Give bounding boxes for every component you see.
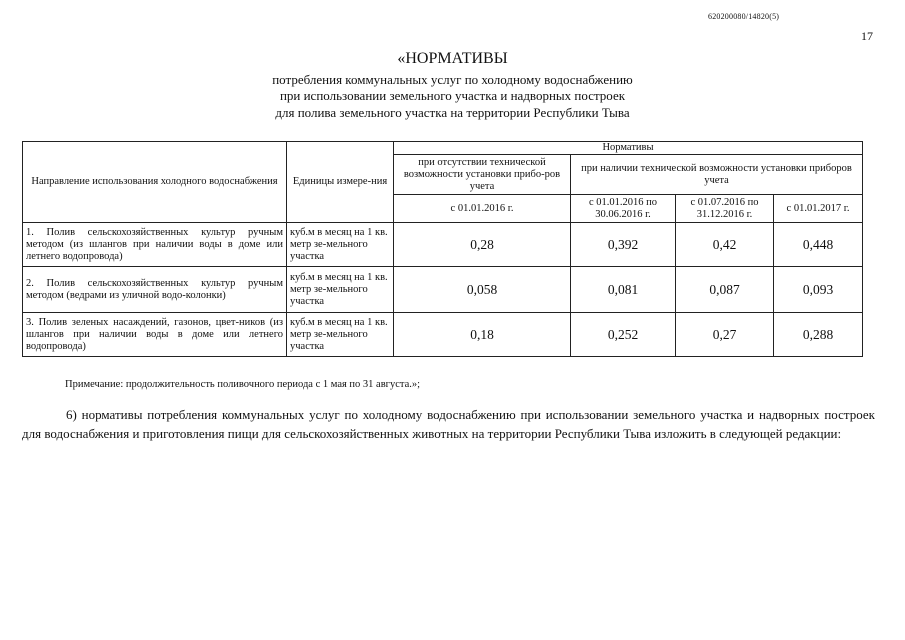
table-row xyxy=(23,223,863,267)
header-period-2: с 01.01.2016 по 30.06.2016 г. xyxy=(571,195,676,223)
header-unit: Единицы измере-ния xyxy=(287,142,394,223)
row-direction: 1. Полив сельскохозяйственных культур ручным методом (из шлангов при наличии воды в доме или летнего водопровода) xyxy=(23,223,287,267)
title-heading: «НОРМАТИВЫ xyxy=(397,50,508,67)
header-period-3: с 01.07.2016 по 31.12.2016 г. xyxy=(676,195,774,223)
header-period-1: с 01.01.2016 г. xyxy=(394,195,571,223)
title-line-4: для полива земельного участка на территории Республики Тыва xyxy=(275,105,630,120)
header-with-meter: при наличии технической возможности установки приборов учета xyxy=(571,155,863,195)
table-note: Примечание: продолжительность поливочного периода с 1 мая по 31 августа.»; xyxy=(65,379,421,390)
row-unit: куб.м в месяц на 1 кв. метр зе-мельного участка xyxy=(287,223,394,267)
row-value: 0,081 xyxy=(571,267,676,313)
row-value: 0,448 xyxy=(774,223,863,267)
header-norms: Нормативы xyxy=(394,142,863,155)
row-unit: куб.м в месяц на 1 кв. метр зе-мельного участка xyxy=(287,267,394,313)
row-value: 0,27 xyxy=(676,313,774,357)
row-value: 0,093 xyxy=(774,267,863,313)
row-value: 0,18 xyxy=(394,313,571,357)
header-direction: Направление использования холодного водоснабжения xyxy=(23,142,287,223)
page-number: 17 xyxy=(861,29,873,43)
title-line-2: потребления коммунальных услуг по холодному водоснабжению xyxy=(272,72,633,87)
row-value: 0,252 xyxy=(571,313,676,357)
title-line-3: при использовании земельного участка и надворных построек xyxy=(279,88,626,103)
table-row xyxy=(23,267,863,313)
row-value: 0,087 xyxy=(676,267,774,313)
table-row xyxy=(23,313,863,357)
document-code: 620200080/14820(5) xyxy=(708,12,780,21)
row-value: 0,28 xyxy=(394,223,571,267)
row-value: 0,288 xyxy=(774,313,863,357)
header-period-4: с 01.01.2017 г. xyxy=(774,195,863,223)
row-unit: куб.м в месяц на 1 кв. метр зе-мельного участка xyxy=(287,313,394,357)
row-value: 0,42 xyxy=(676,223,774,267)
row-direction: 2. Полив сельскохозяйственных культур ручным методом (ведрами из уличной водо-колонки) xyxy=(23,267,287,313)
body-paragraph: 6) нормативы потребления коммунальных услуг по холодному водоснабжению при использовании земельного участка и надворных построек для водоснабжения и приготовления пищи для сельскохозяйственных животных на территории Республики Тыва изложить в следующей редакции: xyxy=(22,407,875,441)
row-value: 0,392 xyxy=(571,223,676,267)
row-direction: 3. Полив зеленых насаждений, газонов, цвет-ников (из шлангов при наличии воды в доме или летнего водопровода) xyxy=(23,313,287,357)
norms-table xyxy=(22,141,863,357)
row-value: 0,058 xyxy=(394,267,571,313)
header-no-meter: при отсутствии технической возможности установки прибо-ров учета xyxy=(394,155,571,195)
